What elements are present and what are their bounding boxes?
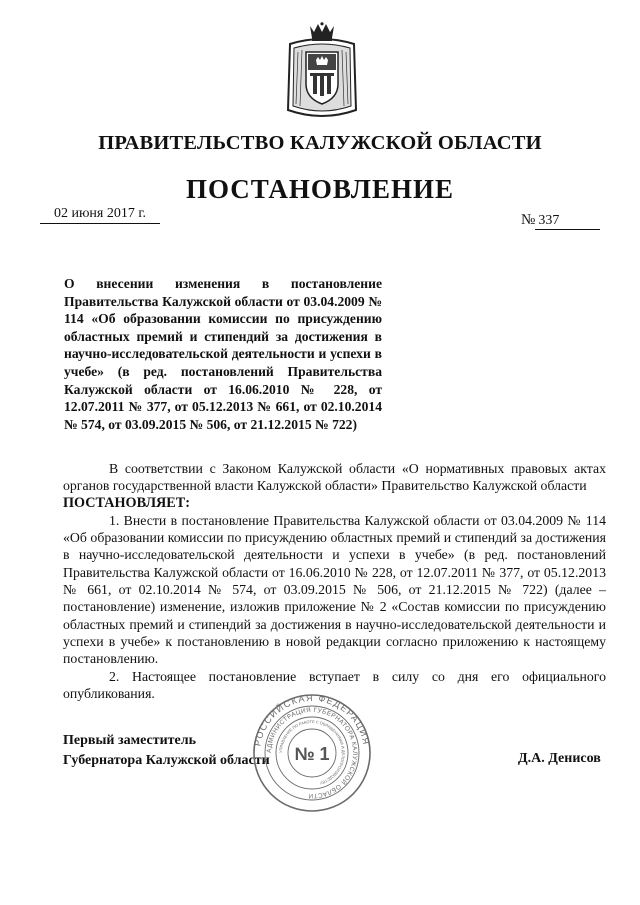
stamp-middle-text: АДМИНИСТРАЦИЯ ГУБЕРНАТОРА КАЛУЖСКОЙ ОБЛАСТИ xyxy=(265,706,359,800)
document-number xyxy=(521,212,600,230)
document-subject: О внесении изменения в постановление Правительства Калужской области от 03.04.2009 № 114 «Об образовании комиссии по присуждению областных премий и стипендий за достижения в научно-исследовательской деятельности и успехи в учебе» (в ред. постановлений Правительства Калужской области от 16.06.2010 № 228, от 12.07.2011 № 377, от 05.12.2013 № 661, от 02.10.2014 № 574, от 03.09.2015 № 506, от 21.12.2015 № 722) xyxy=(64,276,382,432)
item-1-paragraph: 1. Внести в постановление Правительства Калужской области от 03.04.2009 № 114 «Об образовании комиссии по присуждению областных премий и стипендий за достижения в научно-исследовательской деятельности и успехи в учебе» (в ред. постановлений Правительства Калужской области от 16.06.2010 № 228, от 12.07.2011 № 377, от 05.12.2013 № 661, от 02.10.2014 № 574, от 03.09.2015 № 506, от 21.12.2015 № 722) (далее – постановление) изменение, изложив приложение № 2 «Состав комиссии по присуждению областных премий и стипендий за достижения в научно-исследовательской деятельности и успехи в учебе» к постановлению в новой редакции согласно приложению к настоящему постановлению. xyxy=(63,512,606,667)
item-2-paragraph: 2. Настоящее постановление вступает в силу со дня его официального опубликования. xyxy=(63,668,606,701)
document-type-heading: ПОСТАНОВЛЕНИЕ xyxy=(185,174,455,204)
signer-position xyxy=(63,731,270,771)
organization-title: ПРАВИТЕЛЬСТВО КАЛУЖСКОЙ ОБЛАСТИ xyxy=(98,132,542,154)
signer-position-line-2: Губернатора Калужской области xyxy=(63,753,270,768)
official-stamp xyxy=(252,693,372,813)
number-value: 337 xyxy=(535,213,600,230)
stamp-inner-text: УПРАВЛЕНИЕ ПО РАБОТЕ С ОБРАЩЕНИЯМИ И ДЕЛОПРОИЗВОДСТВУ xyxy=(277,718,347,786)
stamp-center-text: № 1 xyxy=(294,744,330,764)
signer-name: Д.А. Денисов xyxy=(518,751,601,766)
preamble-paragraph: В соответствии с Законом Калужской области «О нормативных правовых актах органов государственной власти Калужской области» Правительство Калужской области xyxy=(63,461,606,494)
stamp-outer-text: РОССИЙСКАЯ ФЕДЕРАЦИЯ xyxy=(252,693,372,747)
decree-word: ПОСТАНОВЛЯЕТ: xyxy=(63,494,190,511)
document-date: 02 июня 2017 г. xyxy=(40,206,160,224)
coat-of-arms-emblem xyxy=(284,22,360,122)
number-label: № xyxy=(521,212,536,228)
document-body xyxy=(63,460,606,702)
signer-position-line-1: Первый заместитель xyxy=(63,733,196,748)
